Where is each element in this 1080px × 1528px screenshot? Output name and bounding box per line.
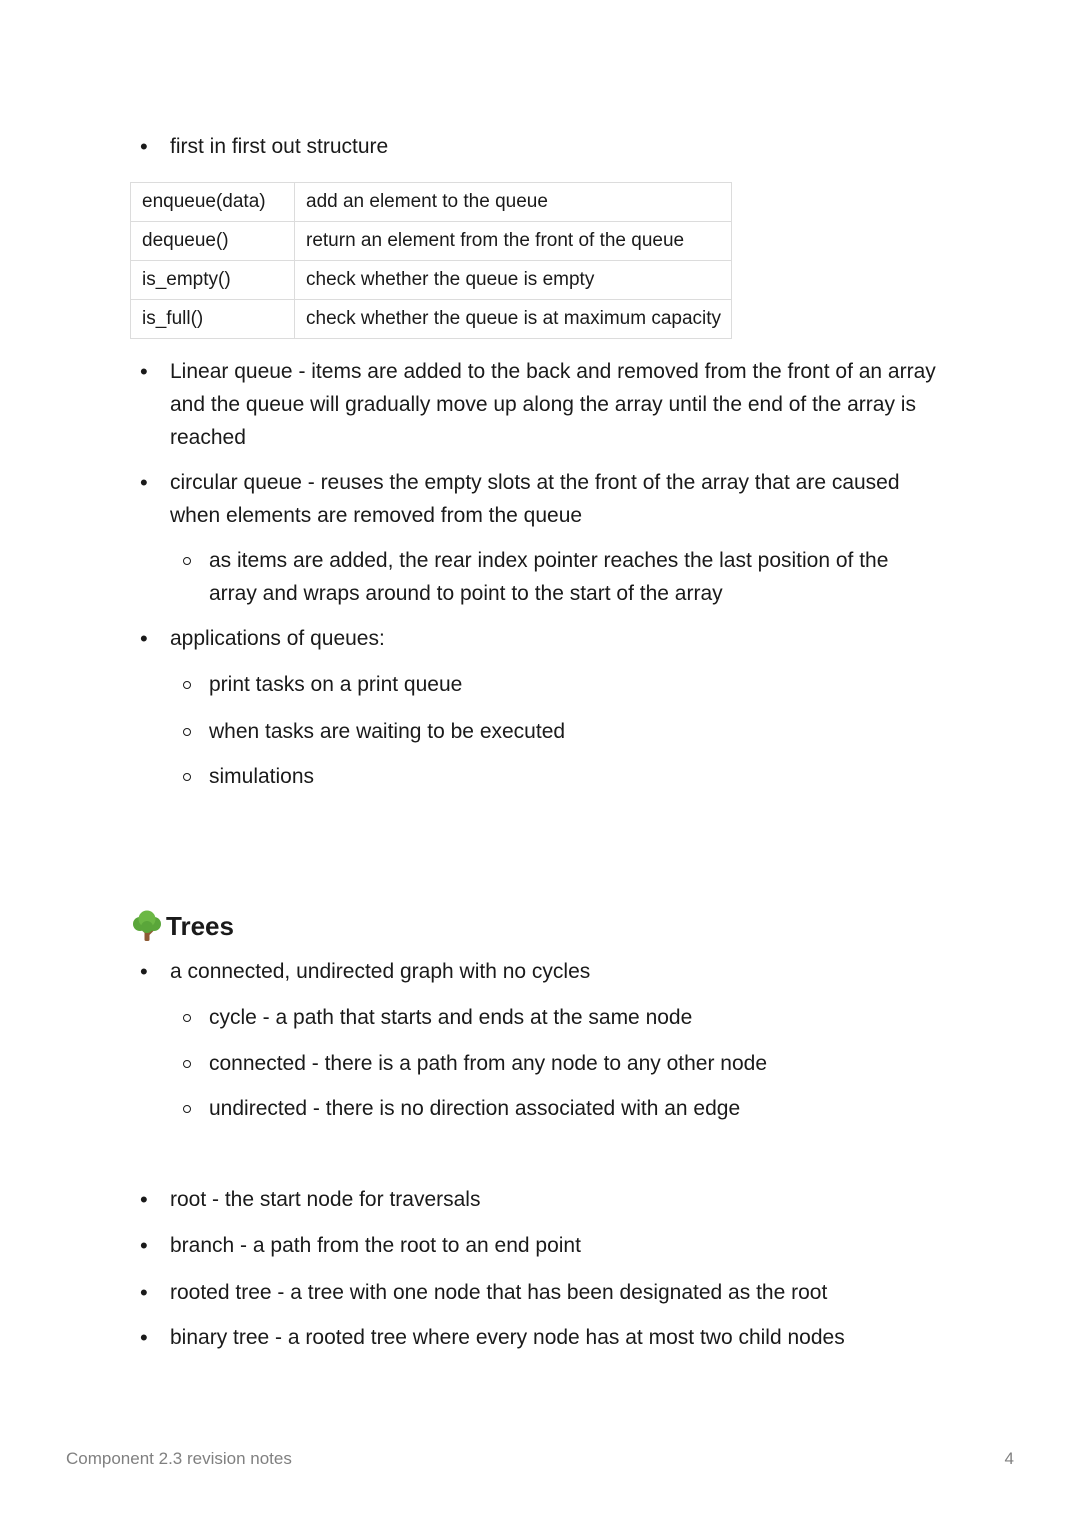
term-item: • root - the start node for traversals — [140, 1183, 940, 1216]
footer-title: Component 2.3 revision notes — [66, 1449, 292, 1468]
application-item: print tasks on a print queue — [180, 668, 940, 701]
term-item: • binary tree - a rooted tree where every node has at most two child nodes — [140, 1321, 940, 1354]
definition-item: cycle - a path that starts and ends at the same node — [180, 1001, 940, 1034]
tree-icon — [130, 909, 164, 943]
term-item: • rooted tree - a tree with one node that has been designated as the root — [140, 1276, 940, 1309]
operation-description: check whether the queue is at maximum capacity — [295, 300, 732, 339]
operation-description: return an element from the front of the queue — [295, 222, 732, 261]
table-row — [131, 222, 732, 261]
table-row — [131, 183, 732, 222]
trees-heading — [130, 906, 234, 946]
circular-queue-detail: as items are added, the rear index pointer reaches the last position of the array and wraps around to point to the start of the array — [180, 544, 940, 610]
table-row — [131, 300, 732, 339]
definition-item: connected - there is a path from any node to any other node — [180, 1047, 940, 1080]
operation-description: check whether the queue is empty — [295, 261, 732, 300]
linear-queue-bullet: • Linear queue - items are added to the back and removed from the front of an array and the queue will gradually move up along the array until the end of the array is reached — [140, 355, 940, 454]
queue-operations-table — [130, 182, 732, 339]
operation-description: add an element to the queue — [295, 183, 732, 222]
circular-queue-bullet: • circular queue - reuses the empty slots at the front of the array that are caused when elements are removed from the queue — [140, 466, 940, 532]
operation-method: enqueue(data) — [131, 183, 295, 222]
table-row — [131, 261, 732, 300]
term-item: • branch - a path from the root to an end point — [140, 1229, 940, 1262]
operation-method: is_full() — [131, 300, 295, 339]
page-number: 4 — [1004, 1449, 1014, 1468]
application-item: simulations — [180, 760, 940, 793]
tree-definition-bullet: • a connected, undirected graph with no cycles — [140, 955, 940, 988]
trees-heading-text: Trees — [166, 910, 234, 941]
definition-item: undirected - there is no direction associated with an edge — [180, 1092, 940, 1125]
application-item: when tasks are waiting to be executed — [180, 715, 940, 748]
applications-bullet: • applications of queues: — [140, 622, 940, 655]
operation-method: is_empty() — [131, 261, 295, 300]
fifo-bullet: • first in first out structure — [140, 130, 940, 163]
operation-method: dequeue() — [131, 222, 295, 261]
